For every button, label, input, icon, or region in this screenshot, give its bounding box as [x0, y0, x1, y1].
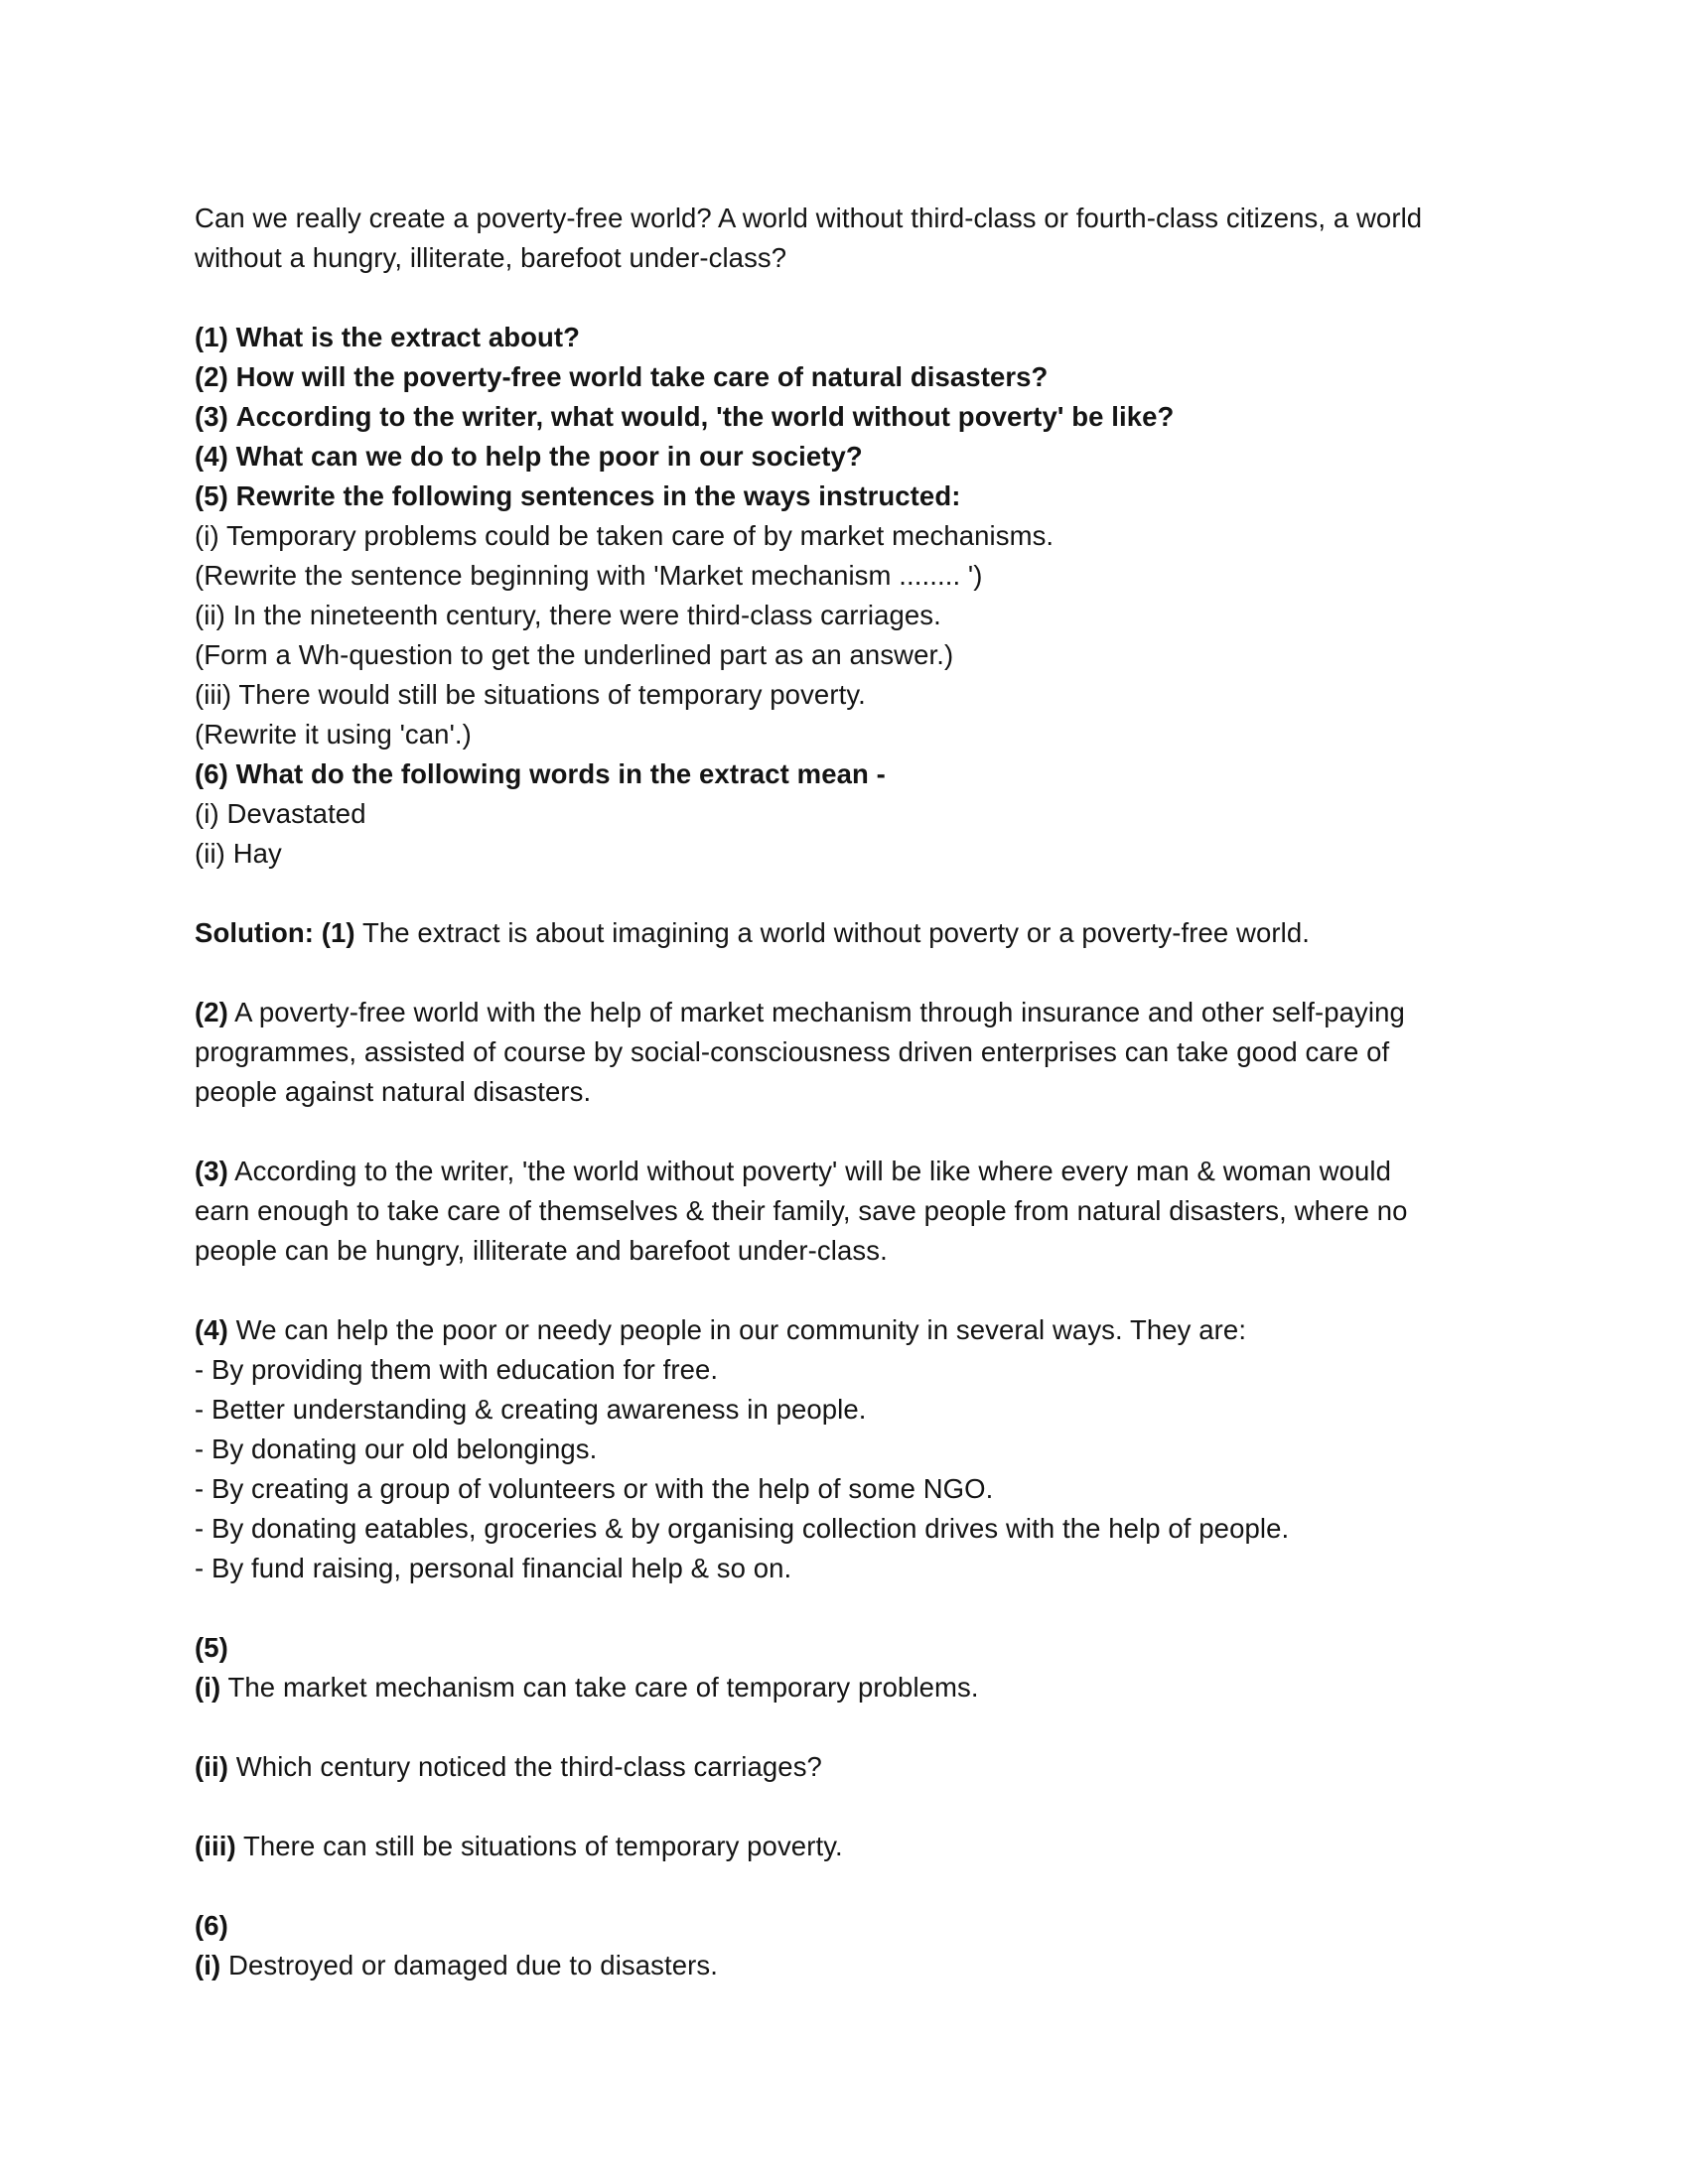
solution-answer-5-item	[195, 1827, 1426, 1866]
question-text: What do the following words in the extract mean -	[235, 758, 886, 789]
question-text: What can we do to help the poor in our society?	[235, 441, 863, 472]
q6-subitem-text: Devastated	[226, 798, 366, 829]
q5-subitem	[195, 675, 1426, 715]
answer-item-text: The market mechanism can take care of temporary problems.	[227, 1672, 979, 1703]
q5-subitem-text: There would still be situations of temporary poverty.	[238, 679, 866, 710]
answer-number: (3)	[195, 1156, 228, 1186]
solution-answer-3	[195, 1152, 1426, 1271]
question-text: What is the extract about?	[235, 322, 581, 352]
answer-item-label: (i)	[195, 1950, 221, 1980]
answer-number: (2)	[195, 997, 228, 1027]
answer-item-text: Destroyed or damaged due to disasters.	[228, 1950, 718, 1980]
q5-subitem-label: (i)	[195, 520, 219, 551]
answer-number: (4)	[195, 1314, 228, 1345]
question-number: (4)	[195, 441, 228, 472]
q6-subitem	[195, 834, 1426, 874]
answer-4-bullet: - Better understanding & creating awareness in people.	[195, 1394, 867, 1425]
question-text: How will the poverty-free world take care of natural disasters?	[235, 361, 1049, 392]
solution-answer-5-label	[195, 1628, 1426, 1668]
question-item	[195, 437, 1426, 477]
q5-instruction: (Rewrite the sentence beginning with 'Market mechanism ........ ')	[195, 560, 983, 591]
q5-subitem-label: (ii)	[195, 600, 225, 630]
answer-text: The extract is about imagining a world without poverty or a poverty-free world.	[361, 917, 1310, 948]
question-text: Rewrite the following sentences in the ways instructed:	[235, 480, 961, 511]
q6-subitem-label: (i)	[195, 798, 219, 829]
solution-answer-6-item	[195, 1946, 1426, 1985]
answer-item-label: (i)	[195, 1672, 221, 1703]
q5-instruction: (Form a Wh-question to get the underlined part as an answer.)	[195, 639, 954, 670]
question-item	[195, 754, 1426, 794]
answer-4-bullet: - By creating a group of volunteers or with the help of some NGO.	[195, 1473, 994, 1504]
answer-number: (1)	[321, 917, 355, 948]
solution-answer-1	[195, 913, 1426, 953]
question-item	[195, 357, 1426, 397]
solution-answer-2	[195, 993, 1426, 1112]
q6-subitem-label: (ii)	[195, 838, 225, 869]
q5-subitem-label: (iii)	[195, 679, 232, 710]
question-number: (2)	[195, 361, 228, 392]
solution-answer-5-item	[195, 1747, 1426, 1787]
q5-subitem-text: Temporary problems could be taken care of by market mechanisms.	[225, 520, 1055, 551]
answer-item-label: (iii)	[195, 1831, 236, 1861]
question-item	[195, 477, 1426, 516]
q5-subitem	[195, 516, 1426, 556]
answer-4-bullet: - By fund raising, personal financial help & so on.	[195, 1553, 792, 1583]
question-number: (3)	[195, 401, 228, 432]
answer-number: (5)	[195, 1632, 228, 1663]
answer-text: According to the writer, 'the world without poverty' will be like where every man & woman would earn enough to take care of themselves & their family, save people from natural disasters, where no people can be hungry, illiterate and barefoot under-class.	[195, 1156, 1408, 1266]
q6-subitem	[195, 794, 1426, 834]
solution-answer-6-label	[195, 1906, 1426, 1946]
q6-subitem-text: Hay	[232, 838, 282, 869]
question-number: (5)	[195, 480, 228, 511]
solution-answer-5-item	[195, 1668, 1426, 1707]
answer-item-text: There can still be situations of temporary poverty.	[243, 1831, 843, 1861]
answer-text-line-2: programmes, assisted of course by social-consciousness driven enterprises can take good care of people against natural disasters.	[195, 1036, 1390, 1107]
answer-item-text: Which century noticed the third-class carriages?	[235, 1751, 822, 1782]
solution-answer-4	[195, 1310, 1426, 1588]
answer-4-bullet: - By donating our old belongings.	[195, 1433, 598, 1464]
answer-4-lead	[195, 1310, 1426, 1350]
answer-4-bullet: - By donating eatables, groceries & by organising collection drives with the help of people.	[195, 1513, 1290, 1544]
answer-text-line-1: A poverty-free world with the help of market mechanism through insurance and other self-paying	[234, 997, 1405, 1027]
question-item	[195, 397, 1426, 437]
q5-instruction: (Rewrite it using 'can'.)	[195, 719, 472, 750]
intro-paragraph: Can we really create a poverty-free world? A world without third-class or fourth-class citizens, a world without a hungry, illiterate, barefoot under-class?	[195, 203, 1423, 273]
q5-subitem-text: In the nineteenth century, there were third-class carriages.	[232, 600, 941, 630]
question-number: (6)	[195, 758, 228, 789]
answer-number: (6)	[195, 1910, 228, 1941]
questions-list	[195, 318, 1426, 874]
document-body	[195, 199, 1426, 1985]
answer-4-bullet: - By providing them with education for free.	[195, 1354, 719, 1385]
q5-subitem	[195, 596, 1426, 635]
solution-heading: Solution:	[195, 917, 315, 948]
question-number: (1)	[195, 322, 228, 352]
answer-item-label: (ii)	[195, 1751, 228, 1782]
question-text: According to the writer, what would, 'the world without poverty' be like?	[235, 401, 1175, 432]
answer-text: We can help the poor or needy people in our community in several ways. They are:	[235, 1314, 1247, 1345]
question-item	[195, 318, 1426, 357]
